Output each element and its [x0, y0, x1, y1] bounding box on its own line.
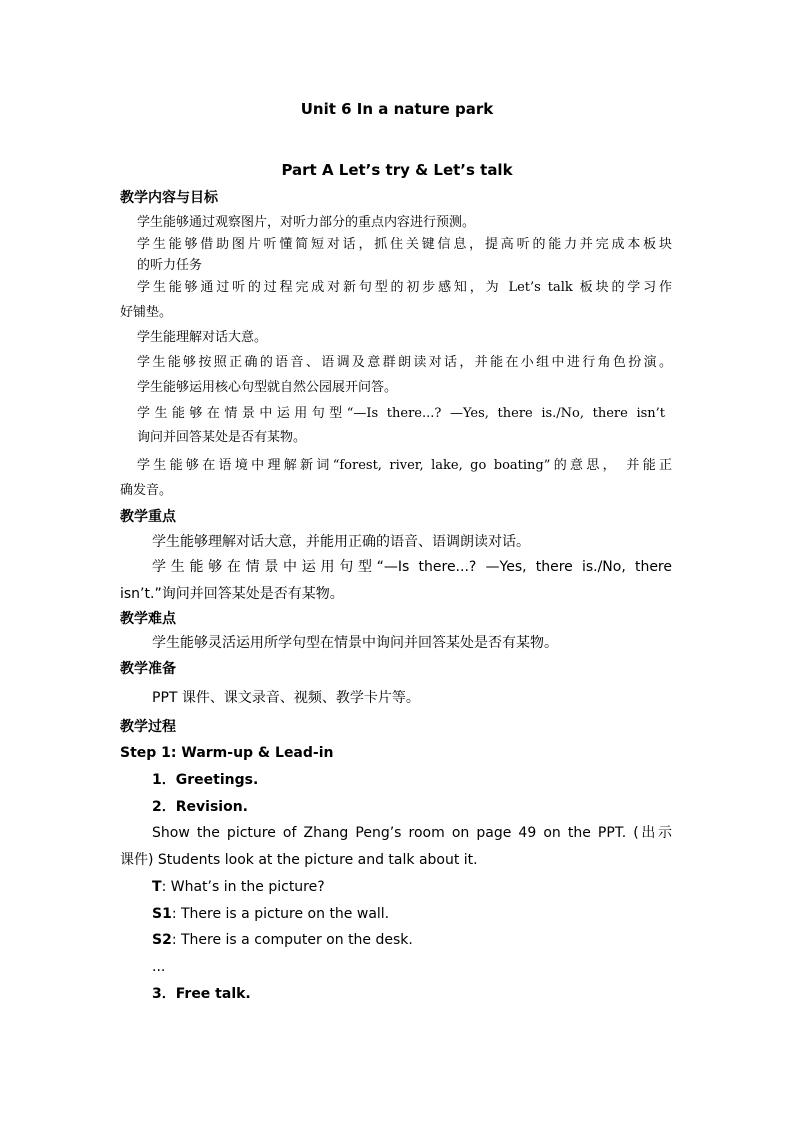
step-heading: Step 1: Warm-up & Lead-in — [120, 745, 334, 761]
key-point-item: 学生能够在情景中运用句型“—Is there...? —Yes, there is./No, there — [152, 559, 672, 575]
process-paragraph: 课件) Students look at the picture and talk about it. — [120, 852, 478, 868]
step-subitem: 3．Free talk. — [152, 986, 251, 1002]
goal-item: 学生能够运用核心句型就自然公园展开问答。 — [137, 380, 398, 395]
dialog-ellipsis: ... — [152, 959, 166, 975]
document-title: Unit 6 In a nature park — [300, 100, 494, 118]
goal-item: 确发音。 — [120, 483, 173, 498]
goal-item: 好铺垫。 — [120, 305, 173, 320]
document-subtitle: Part A Let’s try & Let’s talk — [281, 161, 513, 179]
section-heading-key-points: 教学重点 — [120, 509, 176, 525]
dialog-speaker: S2 — [152, 932, 172, 948]
goal-item: 学生能够通过观察图片，对听力部分的重点内容进行预测。 — [137, 215, 476, 230]
section-heading-process: 教学过程 — [120, 719, 176, 735]
goal-item: 学生能够通过听的过程完成对新句型的初步感知，为 Let’s talk 板块的学习作 — [137, 280, 672, 295]
key-point-item: isn’t.”询问并回答某处是否有某物。 — [120, 586, 344, 602]
dialog-line — [152, 877, 325, 897]
dialog-line — [152, 904, 389, 924]
dialog-text: : There is a picture on the wall. — [171, 906, 390, 922]
dialog-text: : There is a computer on the desk. — [171, 932, 413, 948]
goal-item: 学生能够在情景中运用句型“—Is there...? —Yes, there is./No, there isn’t — [137, 406, 665, 421]
goal-item: 学生能够按照正确的语音、语调及意群朗读对话，并能在小组中进行角色扮演。 — [137, 355, 672, 370]
dialog-line — [152, 930, 413, 950]
goal-item: 询问并回答某处是否有某物。 — [137, 430, 307, 445]
key-point-item: 学生能够理解对话大意，并能用正确的语音、语调朗读对话。 — [152, 534, 530, 550]
goal-item: 学生能够在语境中理解新词“forest, river, lake, go boating”的意思， 并能正 — [137, 458, 672, 473]
process-paragraph: Show the picture of Zhang Peng’s room on page 49 on the PPT. (出示 — [152, 825, 672, 841]
goal-item: 的听力任务 — [137, 258, 203, 273]
section-heading-preparation: 教学准备 — [120, 661, 176, 677]
step-subitem: 2．Revision. — [152, 799, 248, 815]
goal-item: 学生能理解对话大意。 — [137, 330, 268, 345]
dialog-text: : What’s in the picture? — [161, 879, 325, 895]
preparation-item: PPT 课件、课文录音、视频、教学卡片等。 — [152, 690, 420, 706]
step-subitem: 1．Greetings. — [152, 772, 259, 788]
dialog-speaker: S1 — [152, 906, 172, 922]
dialog-speaker: T — [152, 879, 162, 895]
section-heading-content-goals: 教学内容与目标 — [120, 190, 218, 206]
difficulty-item: 学生能够灵活运用所学句型在情景中询问并回答某处是否有某物。 — [152, 635, 558, 651]
goal-item: 学生能够借助图片听懂简短对话，抓住关键信息，提高听的能力并完成本板块 — [137, 237, 672, 252]
section-heading-difficulties: 教学难点 — [120, 611, 176, 627]
